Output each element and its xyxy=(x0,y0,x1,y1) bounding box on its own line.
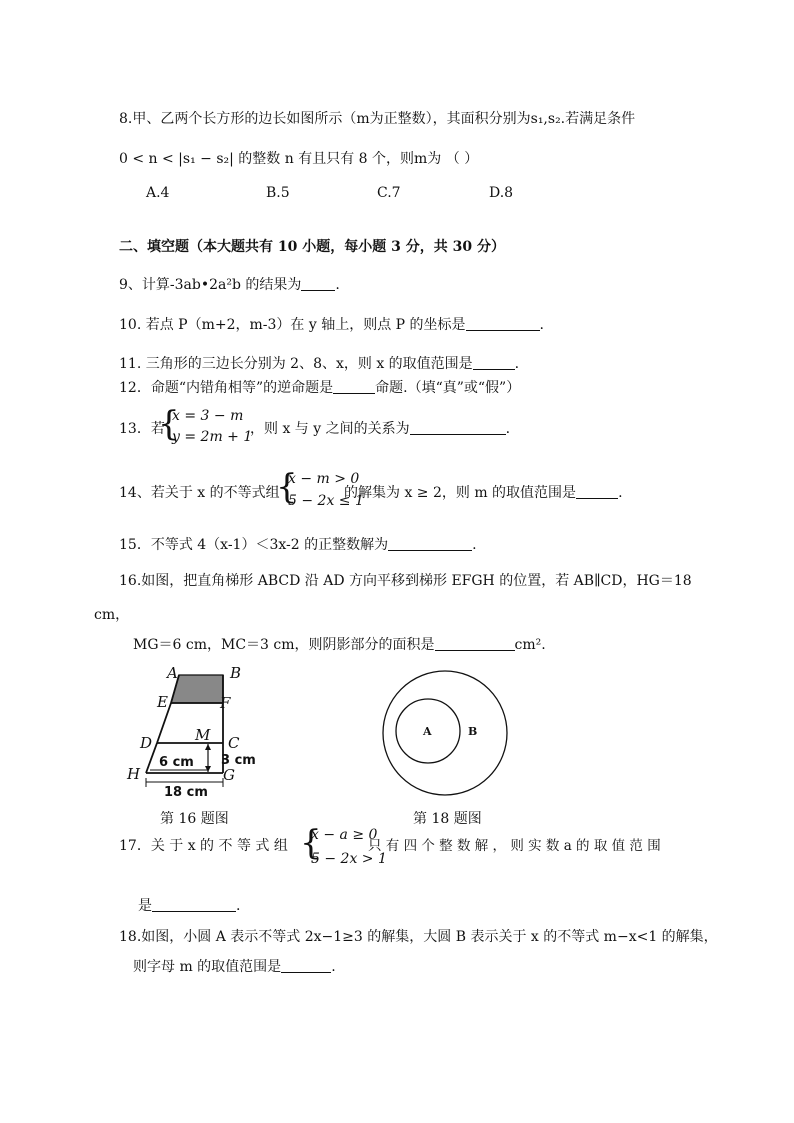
q17-brace: { xyxy=(300,823,322,863)
figure-16-caption: 第 16 题图 xyxy=(160,811,229,827)
q8-line2: 0 < n < |s₁ − s₂| 的整数 n 有且只有 8 个，则m为 （ ） xyxy=(119,151,479,167)
q14-brace: { xyxy=(276,467,298,507)
q13-eq1: x = 3 − m xyxy=(172,408,244,424)
q11-answer-blank[interactable] xyxy=(473,355,515,370)
q11: 11. 三角形的三边长分别为 2、8、x，则 x 的取值范围是 . xyxy=(119,356,520,372)
q14-question: 的解集为 x ≥ 2，则 m 的取值范围是 . xyxy=(344,485,623,501)
q10-answer-blank[interactable] xyxy=(466,316,540,331)
label-dim-mg: 6 cm xyxy=(159,755,194,770)
shaded-region xyxy=(171,675,223,703)
label-a: A xyxy=(167,664,178,682)
q13-prefix: 13．若 xyxy=(119,421,165,437)
q9-answer-blank[interactable] xyxy=(301,276,335,291)
q14-eq1: x − m > 0 xyxy=(288,471,360,487)
dim-mc-arrowhead-up xyxy=(205,744,211,750)
q17-eq1: x − a ≥ 0 xyxy=(311,827,378,843)
figure-18-caption: 第 18 题图 xyxy=(413,811,482,827)
q16-line2: cm， xyxy=(94,607,130,623)
q17-answer-blank[interactable] xyxy=(152,897,236,912)
q8-option-c: C.7 xyxy=(377,185,401,201)
q18-answer-blank[interactable] xyxy=(281,958,331,973)
q15: 15．不等式 4（x-1）＜3x-2 的正整数解为 . xyxy=(119,537,477,553)
figure-16-trapezoid-diagram xyxy=(120,660,270,800)
q18-line1: 18.如图，小圆 A 表示不等式 2x−1≥3 的解集，大圆 B 表示关于 x 的不等式 m−x<1 的解集， xyxy=(119,929,718,945)
q15-answer-blank[interactable] xyxy=(388,536,472,551)
label-h: H xyxy=(127,765,141,783)
label-m: M xyxy=(195,726,211,744)
q8-option-d: D.8 xyxy=(489,185,514,201)
label-c: C xyxy=(228,734,240,752)
q14-answer-blank[interactable] xyxy=(576,484,618,499)
q16-line3: MG＝6 cm，MC＝3 cm，则阴影部分的面积是 cm². xyxy=(133,637,546,653)
q17-post: 只 有 四 个 整 数 解 ， 则 实 数 a 的 取 值 范 围 xyxy=(368,838,661,854)
figure-18-circles-diagram xyxy=(380,668,510,798)
label-b: B xyxy=(230,664,242,682)
label-circle-b: B xyxy=(468,725,478,738)
q18-line2: 则字母 m 的取值范围是 . xyxy=(133,959,336,975)
label-dim-mc: 3 cm xyxy=(221,753,256,768)
label-f: F xyxy=(220,694,231,712)
q9: 9、计算-3ab•2a²b 的结果为 . xyxy=(119,277,340,293)
q17-eq2: 5 − 2x > 1 xyxy=(311,851,387,867)
q12-answer-blank[interactable] xyxy=(333,379,375,394)
label-circle-a: A xyxy=(423,725,432,738)
q14-eq2: 5 − 2x ≤ 1 xyxy=(288,493,364,509)
q10: 10. 若点 P（m+2，m-3）在 y 轴上，则点 P 的坐标是 . xyxy=(119,317,544,333)
label-g: G xyxy=(223,766,235,784)
label-d: D xyxy=(140,734,153,752)
q12: 12．命题“内错角相等”的逆命题是 命题.（填“真”或“假”） xyxy=(119,380,521,396)
q16-line1: 16.如图，把直角梯形 ABCD 沿 AD 方向平移到梯形 EFGH 的位置，若 AB∥CD，HG＝18 xyxy=(119,573,692,589)
q8-line1: 8.甲、乙两个长方形的边长如图所示（m为正整数），其面积分别为s₁,s₂.若满足条件 xyxy=(119,111,636,127)
q16-answer-blank[interactable] xyxy=(435,636,515,651)
q17-prefix: 17．关 于 x 的 不 等 式 组 xyxy=(119,838,288,854)
q13-answer-blank[interactable] xyxy=(410,420,506,435)
big-circle-b xyxy=(383,671,507,795)
q14-prefix: 14、若关于 x 的不等式组 xyxy=(119,485,280,501)
q13-eq2: y = 2m + 1 xyxy=(172,429,253,445)
q8-option-b: B.5 xyxy=(266,185,290,201)
q13-brace: { xyxy=(158,404,180,444)
label-dim-hg: 18 cm xyxy=(164,785,208,800)
q8-option-a: A.4 xyxy=(146,185,170,201)
q17-line2: 是 . xyxy=(138,898,241,914)
q13-question: ，则 x 与 y 之间的关系为 . xyxy=(250,421,511,437)
section-title: 二、填空题（本大题共有 10 小题，每小题 3 分，共 30 分） xyxy=(119,239,505,255)
label-e: E xyxy=(157,693,168,711)
dim-mc-arrowhead-down xyxy=(205,766,211,772)
